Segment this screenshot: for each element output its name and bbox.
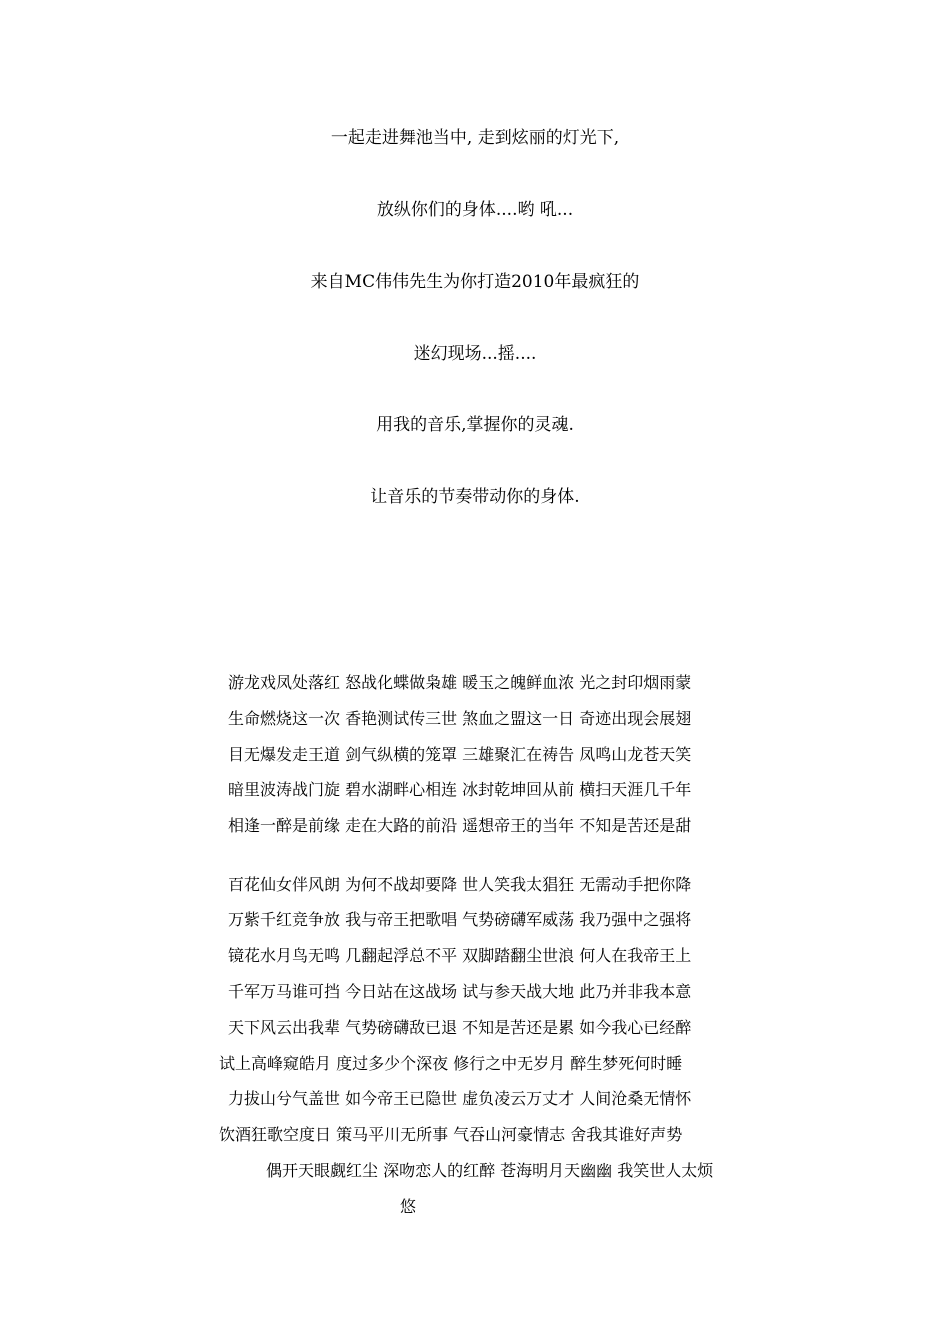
verse-line: 游龙戏凤处落红 怒战化蝶做枭雄 暖玉之魄鲜血浓 光之封印烟雨蒙 [228,673,692,692]
verse-line: 天下风云出我辈 气势磅礴敌已退 不知是苦还是累 如今我心已经醉 [228,1018,692,1037]
intro-line-2: 放纵你们的身体....哟 吼... [376,200,574,220]
intro-line-4: 迷幻现场...摇.... [413,344,537,364]
intro-line-1: 一起走进舞池当中, 走到炫丽的灯光下, [330,128,620,148]
verse-line: 相逢一醉是前缘 走在大路的前沿 遥想帝王的当年 不知是苦还是甜 [228,816,692,835]
intro-line-5: 用我的音乐,掌握你的灵魂. [376,415,574,435]
verse-line: 试上高峰窥皓月 度过多少个深夜 修行之中无岁月 醉生梦死何时睡 [219,1054,683,1073]
verse-line: 万紫千红竞争放 我与帝王把歌唱 气势磅礴军威荡 我乃强中之强将 [228,910,692,929]
intro-line-3: 来自MC伟伟先生为你打造2010年最疯狂的 [310,272,640,292]
verse-line: 力拔山兮气盖世 如今帝王已隐世 虚负凌云万丈才 人间沧桑无情怀 [228,1089,692,1108]
verse-line: 悠 [400,1197,417,1216]
verse-line: 镜花水月鸟无鸣 几翻起浮总不平 双脚踏翻尘世浪 何人在我帝王上 [228,946,692,965]
verse-line: 百花仙女伴风朗 为何不战却要降 世人笑我太猖狂 无需动手把你降 [228,875,692,894]
verse-line: 千军万马谁可挡 今日站在这战场 试与参天战大地 此乃并非我本意 [228,982,692,1001]
intro-line-6: 让音乐的节奏带动你的身体. [370,487,580,507]
verse-line: 暗里波涛战门旋 碧水湖畔心相连 冰封乾坤回从前 横扫天涯几千年 [228,780,692,799]
verse-line: 饮酒狂歌空度日 策马平川无所事 气吞山河豪情志 舍我其谁好声势 [219,1125,683,1144]
verse-line: 目无爆发走王道 剑气纵横的笼罩 三雄聚汇在祷告 凤鸣山龙苍天笑 [228,745,692,764]
verse-line: 偶开天眼觑红尘 深吻恋人的红醉 苍海明月天幽幽 我笑世人太烦 [266,1161,714,1180]
verse-line: 生命燃烧这一次 香艳测试传三世 煞血之盟这一日 奇迹出现会展翅 [228,709,692,728]
